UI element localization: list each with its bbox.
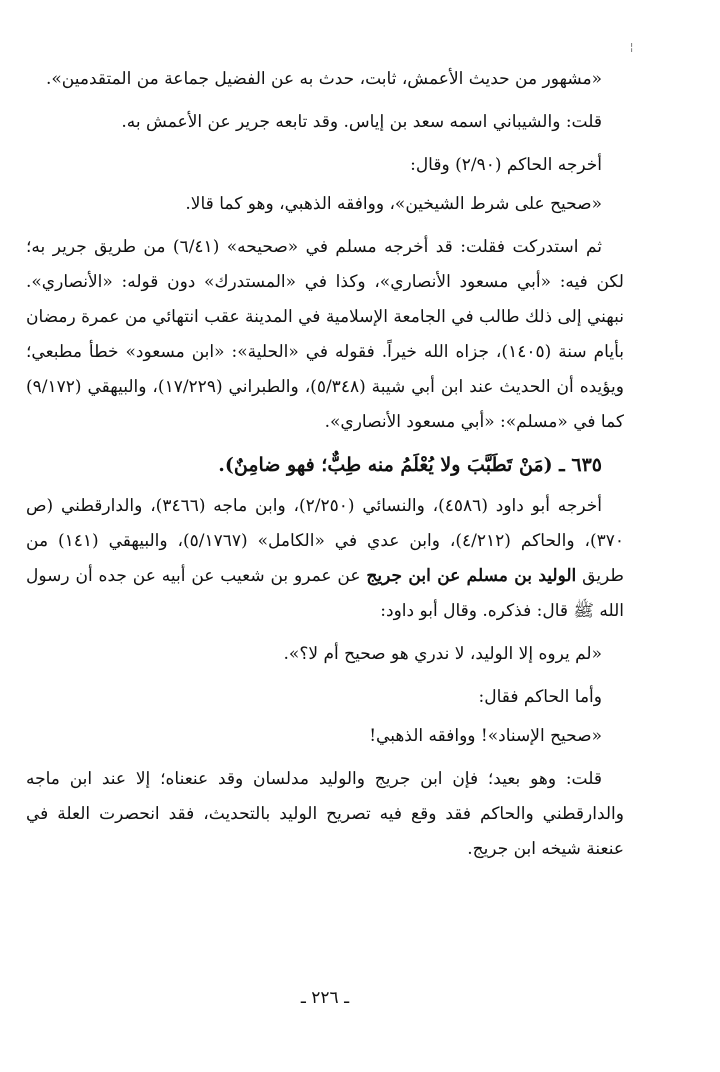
paragraph-takhrij: [26, 489, 624, 629]
page-number: ـ ٢٢٦ ـ: [300, 988, 350, 1008]
paragraph-note-2: قلت: وهو بعيد؛ فإن ابن جريج والوليد مدلسان وقد عنعناه؛ إلا عند ابن ماجه والدارقطني والحاكم فقد وقع فيه تصريح الوليد بالتحديث، فقد انحصرت العلة في عنعنة شيخه ابن جريج.: [26, 769, 624, 859]
page-body: [26, 62, 624, 875]
paragraph-quote-hakim: «صحيح الإسناد»! ووافقه الذهبي!: [369, 726, 602, 746]
takhrij-text-2: عن عمرو بن شعيب عن أبيه عن جده أن رسول الله ﷺ قال: فذكره. وقال أبو داود:: [26, 566, 624, 621]
paragraph-hakim-said: وأما الحاكم فقال:: [478, 687, 602, 707]
paragraph-quote-1: «مشهور من حديث الأعمش، ثابت، حدث به عن الفضيل جماعة من المتقدمين».: [45, 69, 602, 89]
corner-mark: ¦: [630, 42, 634, 53]
takhrij-bold-chain: الوليد بن مسلم عن ابن جريج: [366, 566, 577, 586]
paragraph-note-1: قلت: والشيباني اسمه سعد بن إياس. وقد تابعه جرير عن الأعمش به.: [121, 112, 602, 132]
paragraph-correction: ثم استدركت فقلت: قد أخرجه مسلم في «صحيحه» (٦/٤١) من طريق جرير به؛ لكن فيه: «أبي مسعود الأنصاري»، وكذا في «المستدرك» دون قوله: «الأنصاري». نبهني إلى ذلك طالب في الجامعة الإسلامية في المدينة عقب انتهائي من عمرة رمضان بأيام سنة (١٤٠٥)، جزاه الله خيراً. فقوله في «الحلية»: «ابن مسعود» خطأ مطبعي؛ ويؤيده أن الحديث عند ابن أبي شيبة (٥/٣٤٨)، والطبراني (١٧/٢٢٩)، والبيهقي (٩/١٧٢) كما في «مسلم»: «أبي مسعود الأنصاري».: [26, 237, 624, 432]
paragraph-source-hakim: أخرجه الحاكم (٢/٩٠) وقال:: [410, 155, 602, 175]
takhrij-text-1: أخرجه أبو داود (٤٥٨٦)، والنسائي (٢/٢٥٠)، وابن ماجه (٣٤٦٦)، والدارقطني (ص ٣٧٠)، والحاكم (٤/٢١٢)، وابن عدي في «الكامل» (٥/١٧٦٧)، والبيهقي (١٤١) من طريق: [26, 496, 624, 586]
hadith-heading: ٦٣٥ ـ (مَنْ تَطَبَّبَ ولا يُعْلَمُ منه طِبٌّ؛ فهو ضامِنٌ).: [218, 454, 602, 476]
paragraph-quote-abudawud: «لم يروه إلا الوليد، لا ندري هو صحيح أم لا؟».: [283, 644, 602, 664]
paragraph-quote-2: «صحيح على شرط الشيخين»، ووافقه الذهبي، وهو كما قالا.: [185, 194, 602, 214]
